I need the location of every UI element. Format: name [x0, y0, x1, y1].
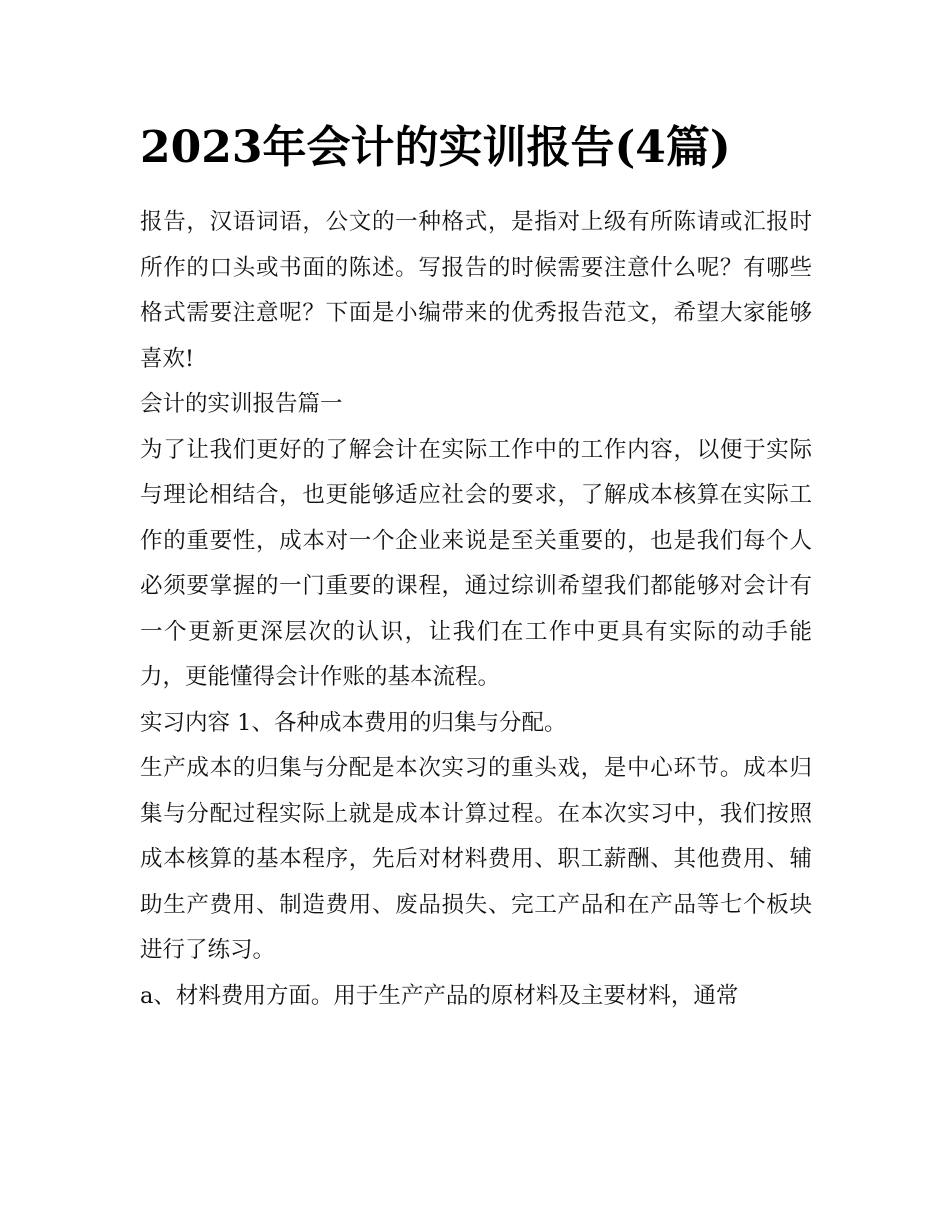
document-body	[140, 200, 812, 1019]
intro-paragraph: 报告，汉语词语，公文的一种格式，是指对上级有所陈请或汇报时所作的口头或书面的陈述。写报告的时候需要注意什么呢？有哪些格式需要注意呢？下面是小编带来的优秀报告范文，希望大家能够喜欢!	[140, 209, 812, 372]
body-paragraph: 生产成本的归集与分配是本次实习的重头戏，是中心环节。成本归集与分配过程实际上就是成本计算过程。在本次实习中，我们按照成本核算的基本程序，先后对材料费用、职工薪酬、其他费用、辅助生产费用、制造费用、废品损失、完工产品和在产品等七个板块进行了练习。	[140, 755, 812, 963]
body-paragraph: a、材料费用方面。用于生产产品的原材料及主要材料，通常	[140, 982, 739, 1009]
body-paragraph: 为了让我们更好的了解会计在实际工作中的工作内容，以便于实际与理论相结合，也更能够适应社会的要求，了解成本核算在实际工作的重要性，成本对一个企业来说是至关重要的，也是我们每个人必须要掌握的一门重要的课程，通过综训希望我们都能够对会计有一个更新更深层次的认识，让我们在工作中更具有实际的动手能力，更能懂得会计作账的基本流程。	[140, 436, 812, 690]
subsection-heading: 实习内容 1、各种成本费用的归集与分配。	[140, 709, 567, 736]
section-heading: 会计的实训报告篇一	[140, 391, 343, 417]
document-title: 2023年会计的实训报告(4篇)	[140, 122, 731, 173]
